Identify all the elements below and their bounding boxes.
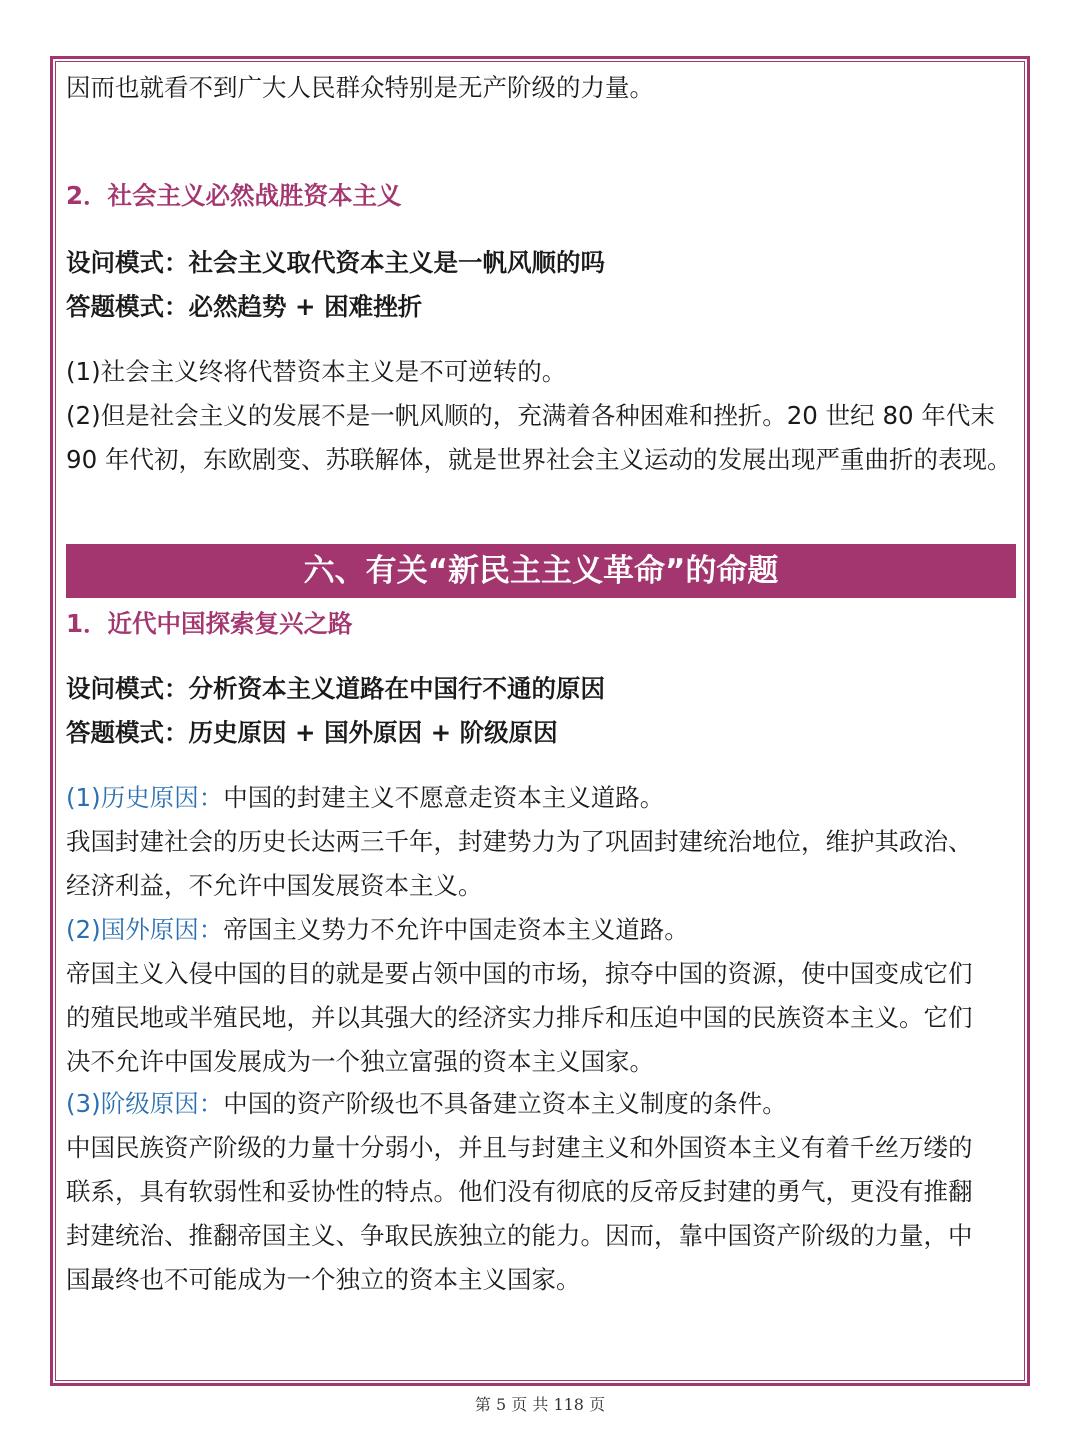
reason-label: (1)历史原因： xyxy=(66,783,224,812)
reason-line: 我国封建社会的历史长达两三千年，封建势力为了巩固封建统治地位，维护其政治、 xyxy=(66,827,973,856)
reason-heading xyxy=(66,776,664,820)
section6-question-mode: 设问模式：分析资本主义道路在中国行不通的原因 xyxy=(66,674,605,703)
section2-heading: 2．社会主义必然战胜资本主义 xyxy=(66,181,402,210)
reason-line: 封建统治、推翻帝国主义、争取民族独立的能力。因而，靠中国资产阶级的力量，中 xyxy=(66,1221,973,1250)
reason-summary: 中国的资产阶级也不具备建立资本主义制度的条件。 xyxy=(223,1089,787,1118)
section6-banner: 六、有关“新民主主义革命”的命题 xyxy=(66,544,1016,598)
section2-answer-mode: 答题模式：必然趋势 + 困难挫折 xyxy=(66,292,423,321)
reason-line: 中国民族资产阶级的力量十分弱小，并且与封建主义和外国资本主义有着千丝万缕的 xyxy=(66,1133,973,1162)
section2-question-mode: 设问模式：社会主义取代资本主义是一帆风顺的吗 xyxy=(66,248,605,277)
reason-line: 决不允许中国发展成为一个独立富强的资本主义国家。 xyxy=(66,1047,654,1076)
section2-line: 90 年代初，东欧剧变、苏联解体，就是世界社会主义运动的发展出现严重曲折的表现。 xyxy=(66,445,1012,474)
reason-label: (3)阶级原因： xyxy=(66,1089,224,1118)
reason-heading xyxy=(66,1082,787,1126)
page-number: 第 5 页 共 118 页 xyxy=(474,1395,606,1414)
top-paragraph: 因而也就看不到广大人民群众特别是无产阶级的力量。 xyxy=(66,73,654,102)
reason-line: 的殖民地或半殖民地，并以其强大的经济实力排斥和压迫中国的民族资本主义。它们 xyxy=(66,1003,973,1032)
reason-heading xyxy=(66,908,689,952)
reason-line: 联系，具有软弱性和妥协性的特点。他们没有彻底的反帝反封建的勇气，更没有推翻 xyxy=(66,1177,973,1206)
section2-line: (1)社会主义终将代替资本主义是不可逆转的。 xyxy=(66,357,567,386)
reason-summary: 帝国主义势力不允许中国走资本主义道路。 xyxy=(223,915,689,944)
reason-summary: 中国的封建主义不愿意走资本主义道路。 xyxy=(223,783,665,812)
section2-line: (2)但是社会主义的发展不是一帆风顺的，充满着各种困难和挫折。20 世纪 80 年代末 xyxy=(66,401,995,430)
reason-line: 国最终也不可能成为一个独立的资本主义国家。 xyxy=(66,1265,581,1294)
reason-line: 帝国主义入侵中国的目的就是要占领中国的市场，掠夺中国的资源，使中国变成它们 xyxy=(66,959,973,988)
section6-answer-mode: 答题模式：历史原因 + 国外原因 + 阶级原因 xyxy=(66,718,558,747)
section6-heading: 1．近代中国探索复兴之路 xyxy=(66,609,353,638)
reason-label: (2)国外原因： xyxy=(66,915,224,944)
reason-line: 经济利益，不允许中国发展资本主义。 xyxy=(66,871,483,900)
